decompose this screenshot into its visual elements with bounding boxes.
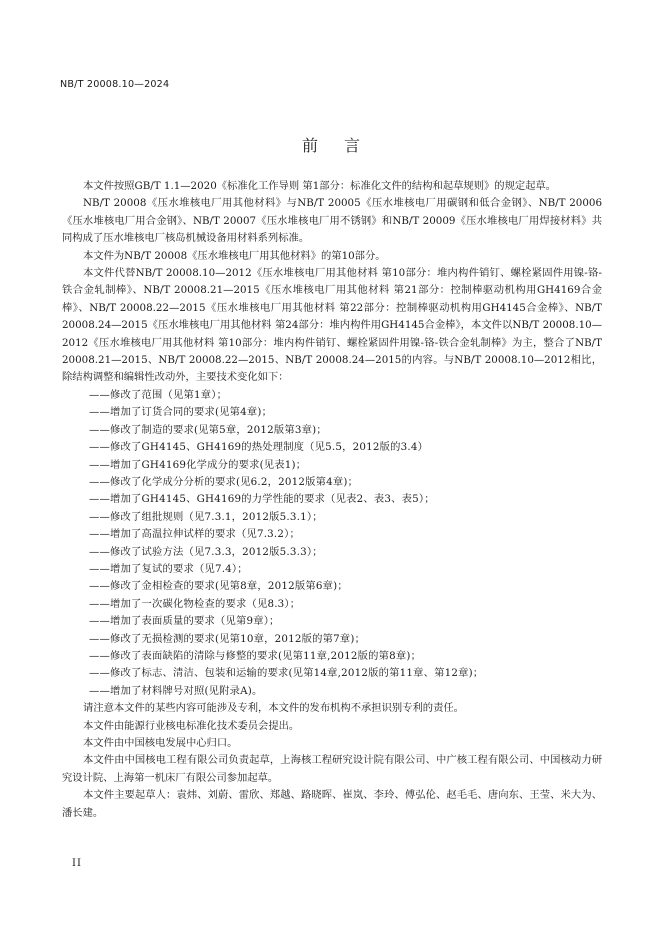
- change-item: ——增加了一次碳化物检查的要求（见8.3）；: [89, 597, 301, 610]
- change-item: ——修改了表面缺陷的清除与修整的要求(见第11章,2012版的第8章)；: [89, 649, 422, 662]
- paragraph: 本文件由中国核电发展中心归口。: [83, 737, 238, 749]
- change-item: ——增加了材料牌号对照(见附录A)。: [89, 684, 263, 697]
- document-body: [62, 178, 602, 822]
- change-item: ——修改了范围（见第1章）；: [89, 388, 228, 401]
- page-number: II: [72, 858, 82, 869]
- change-item: ——修改了金相检查的要求(见第8章，2012版第6章)；: [89, 580, 348, 593]
- change-item: ——增加了复试的要求（见7.4）；: [89, 562, 248, 575]
- standard-number-header: NB/T 20008.10—2024: [60, 79, 170, 90]
- change-item: ——增加了GH4169化学成分的要求(见表1)；: [89, 458, 307, 471]
- paragraph: 本文件代替NB/T 20008.10—2012《压水堆核电厂用其他材料 第10部分：堆内构件销钉、螺栓紧固件用镍-铬-铁合金轧制棒》、NB/T 20008.21—2015《压水堆核电厂用其他材料 第21部分：控制棒驱动机构用GH4169合金棒》、NB/T 20008.22—2015《压水堆核电厂用其他材料 第22部分：控制棒驱动机构用GH4145合金棒》、NB/T 20008.24—2015《压水堆核电厂用其他材料 第24部分：堆内构件用GH4145合金棒》，本文件以NB/T 20008.10—2012《压水堆核电厂用其他材料 第10部分：堆内构件销钉、螺栓紧固件用镍-铬-铁合金轧制棒》为主，整合了NB/T 20008.21—2015、NB/T 20008.22—2015、NB/T 20008.24—2015的内容。与NB/T 20008.10—2012相比，除结构调整和编辑性改动外，主要技术变化如下：: [62, 267, 602, 384]
- page-title: 前言: [301, 136, 386, 155]
- change-item: ——修改了化学成分分析的要求(见6.2，2012版第4章)；: [89, 475, 359, 488]
- change-item: ——修改了制造的要求(见第5章，2012版第3章)；: [89, 423, 327, 436]
- change-item: ——增加了订货合同的要求(见第4章)；: [89, 406, 273, 419]
- paragraph: 本文件为NB/T 20008《压水堆核电厂用其他材料》的第10部分。: [83, 249, 386, 262]
- change-item: ——修改了标志、清洁、包装和运输的要求(见第14章,2012版的第11章、第12章)；: [89, 667, 484, 680]
- paragraph: NB/T 20008《压水堆核电厂用其他材料》与NB/T 20005《压水堆核电厂用碳钢和低合金钢》、NB/T 20006《压水堆核电厂用合金钢》、NB/T 20007《压水堆核电厂用不锈钢》和NB/T 20009《压水堆核电厂用焊接材料》共同构成了压水堆核电厂核岛机械设备用材料系列标准。: [62, 197, 602, 245]
- change-item: ——修改了无损检测的要求(见第10章，2012版的第7章)；: [89, 632, 366, 645]
- change-item: ——修改了组批规则（见7.3.1，2012版5.3.1）；: [89, 510, 323, 523]
- change-item: ——修改了试验方法（见7.3.3，2012版5.3.3）；: [89, 545, 323, 558]
- change-item: ——修改了GH4145、GH4169的热处理制度（见5.5，2012版的3.4）: [89, 441, 429, 454]
- paragraph: 本文件主要起草人：袁炜、刘蔚、雷欣、郑越、路晓晖、崔岚、李玲、傅弘伦、赵毛毛、唐向东、王莹、米大为、潘长建。: [62, 789, 602, 819]
- change-item: ——增加了高温拉伸试样的要求（见7.3.2）；: [89, 528, 300, 541]
- paragraph: 本文件由能源行业核电标准化技术委员会提出。: [83, 719, 300, 732]
- paragraph: 本文件按照GB/T 1.1—2020《标准化工作导则 第1部分：标准化文件的结构和起草规则》的规定起草。: [83, 180, 557, 192]
- paragraph: 请注意本文件的某些内容可能涉及专利，本文件的发布机构不承担识别专利的责任。: [83, 702, 464, 715]
- change-item: ——增加了GH4145、GH4169的力学性能的要求（见表2、表3、表5）；: [89, 493, 435, 506]
- change-item: ——增加了表面质量的要求（见第9章）；: [89, 615, 280, 628]
- paragraph: 本文件由中国核电工程有限公司负责起草，上海核工程研究设计院有限公司、中广核工程有限公司、中国核动力研究设计院、上海第一机床厂有限公司参加起草。: [62, 754, 602, 784]
